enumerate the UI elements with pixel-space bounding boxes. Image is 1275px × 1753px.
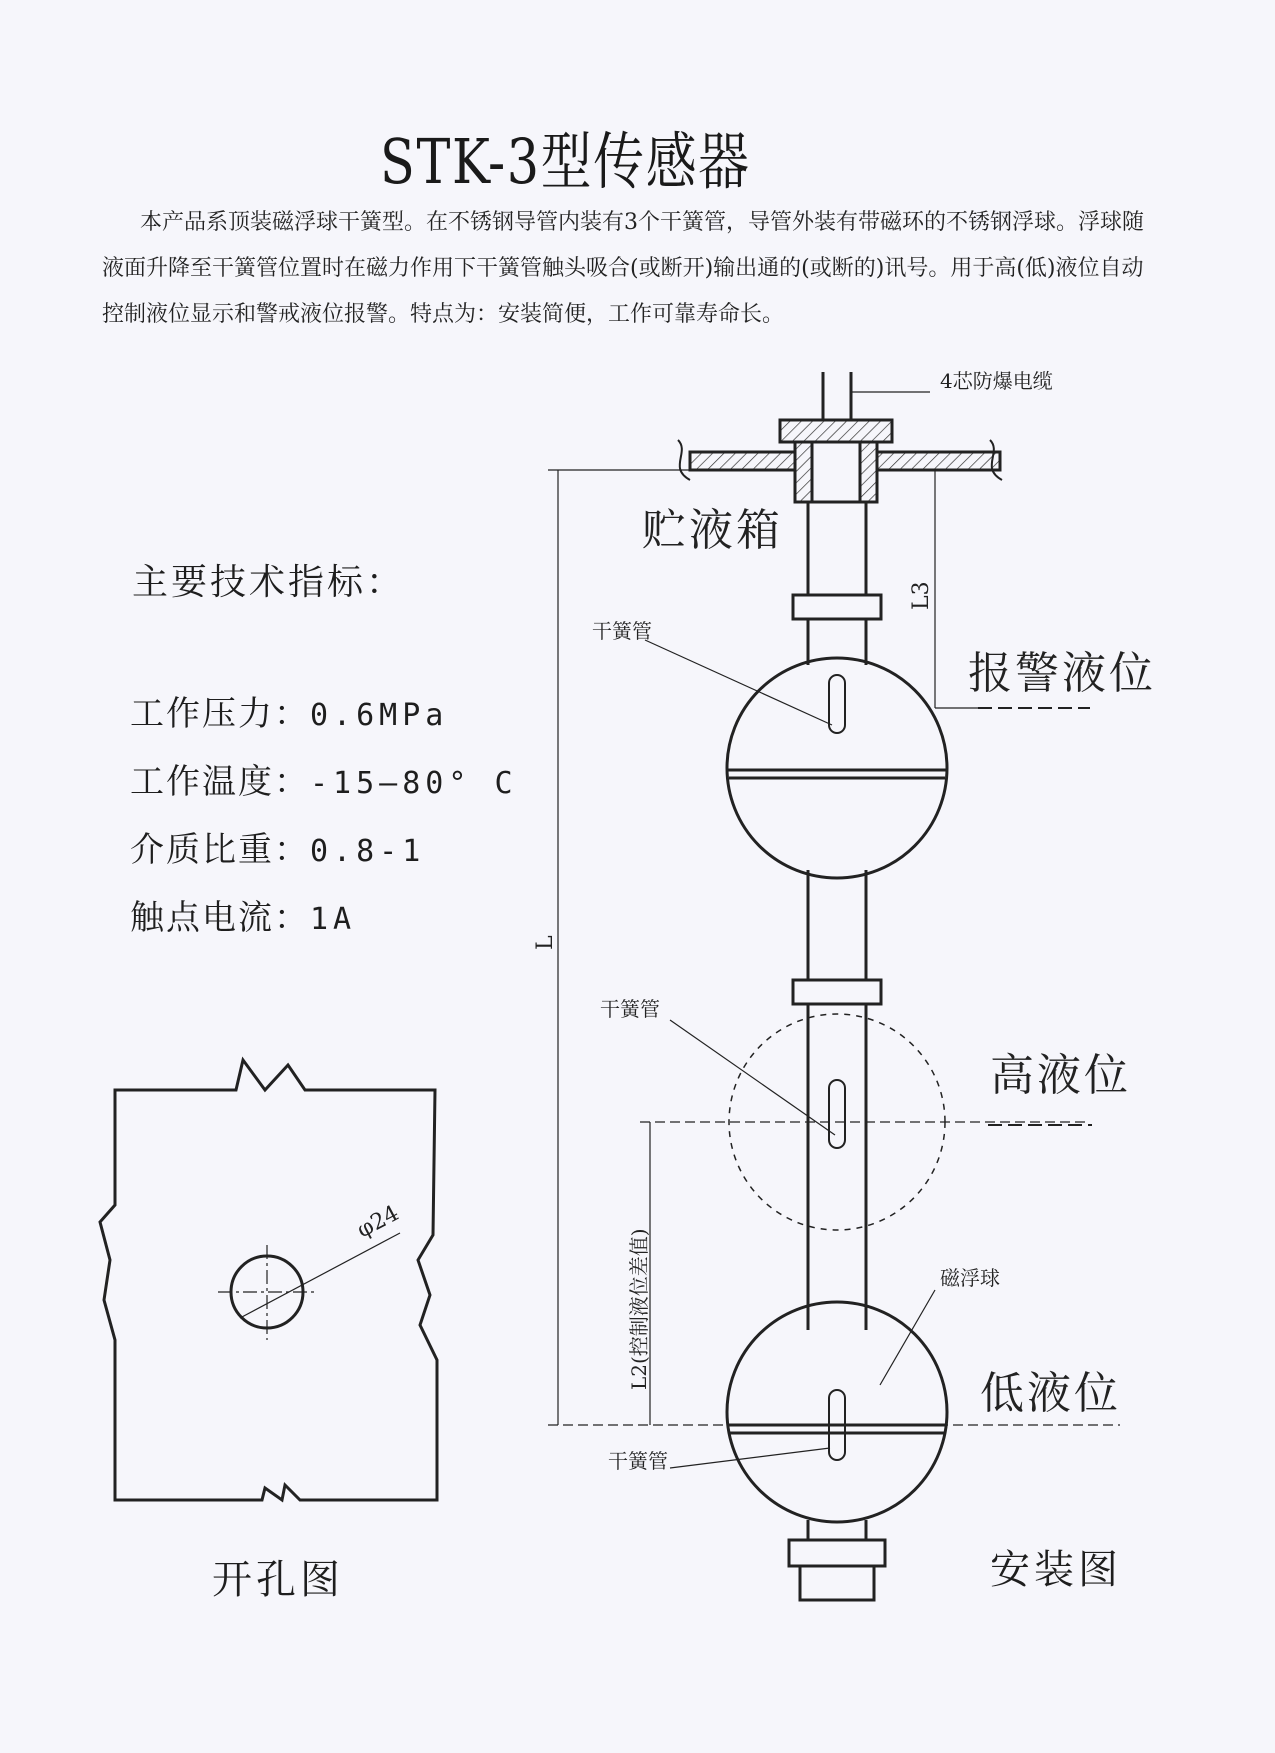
diameter-leader (240, 1233, 400, 1318)
stop-collar-2 (793, 980, 881, 1004)
intro-text: 本产品系顶装磁浮球干簧型。在不锈钢导管内装有3个干簧管，导管外装有带磁环的不锈钢浮球。浮球随液面升降至干簧管位置时在磁力作用下干簧管触头吸合(或断开)输出通的(或断的)讯号。用于高(低)液位自动控制液位显示和警戒液位报警。特点为：安装简便，工作可靠寿命长。 (102, 210, 1145, 327)
spec-label: 介质比重： (130, 830, 310, 870)
tank-top-plate (690, 452, 795, 470)
document-title: STK-3型传感器 (380, 125, 751, 198)
reed-switch-label-3: 干簧管 (608, 1449, 668, 1473)
plate-break-left (678, 440, 690, 480)
reed-leader-1 (645, 640, 832, 725)
fitting-bore (812, 442, 860, 502)
dim-L-label: L (533, 935, 558, 950)
tank-label: 贮液箱 (642, 505, 783, 556)
reed-leader-3 (670, 1448, 830, 1468)
install-drawing-caption: 安装图 (990, 1547, 1122, 1593)
plate-outline (100, 1060, 437, 1500)
high-level-label: 高液位 (990, 1050, 1131, 1101)
alarm-level-label: 报警液位 (968, 648, 1156, 699)
bottom-collar (789, 1540, 885, 1566)
float-label: 磁浮球 (940, 1266, 1000, 1290)
float-leader (880, 1290, 935, 1385)
dim-L2-label: L2(控制液位差值) (627, 1228, 651, 1390)
spec-label: 触点电流： (130, 898, 310, 938)
alarm-float (727, 658, 947, 878)
spec-label: 工作压力： (130, 694, 310, 734)
spec-value: 0.6MPa (310, 698, 449, 733)
low-float (727, 1302, 947, 1522)
reed-switch-2 (829, 1080, 845, 1148)
hole-diameter-label: φ24 (353, 1200, 404, 1244)
bottom-end-cap (800, 1566, 874, 1600)
hole-drawing-caption: 开孔图 (212, 1557, 344, 1603)
reed-leader-2 (670, 1020, 835, 1135)
gland-nut (780, 420, 892, 442)
spec-value: 0.8-1 (310, 834, 426, 869)
spec-value: 1A (310, 902, 357, 937)
tank-top-plate-right (877, 452, 1000, 470)
spec-heading: 主要技术指标： (132, 562, 406, 603)
reed-switch-label-1: 干簧管 (592, 619, 652, 643)
reed-switch-label-2: 干簧管 (600, 997, 660, 1021)
dim-L3-label: L3 (909, 581, 934, 610)
low-level-label: 低液位 (980, 1368, 1121, 1419)
cable-label: 4芯防爆电缆 (940, 369, 1053, 393)
stop-collar-1 (793, 595, 881, 619)
hole-drawing (100, 1060, 437, 1500)
spec-value: -15—80° C (310, 766, 518, 801)
spec-label: 工作温度： (130, 762, 310, 802)
